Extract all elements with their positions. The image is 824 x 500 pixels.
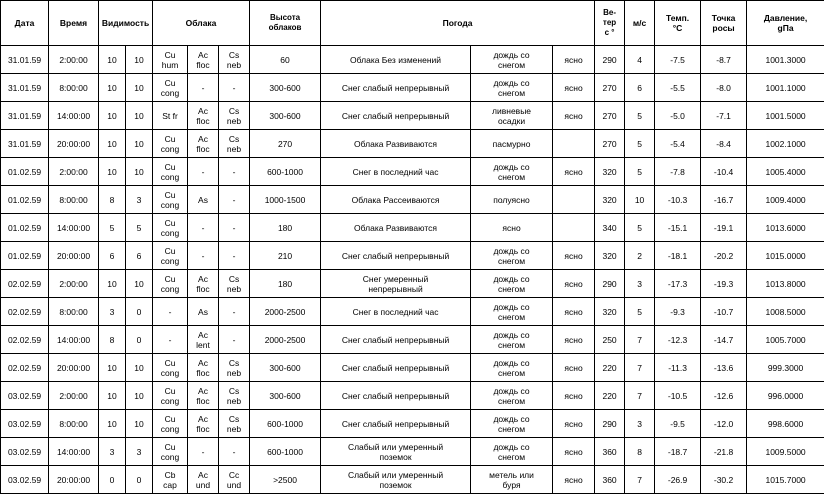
- cell-weather-past: пасмурно: [471, 130, 553, 158]
- cell-wind-speed: 5: [625, 298, 655, 326]
- cell-cloud-height: 270: [250, 130, 321, 158]
- table-row: [1, 466, 824, 494]
- cell-cloud-low: Cu cong: [153, 130, 188, 158]
- cell-wind-direction: 220: [595, 354, 625, 382]
- cell-cloud-high: -: [219, 438, 250, 466]
- cell-wind-direction: 360: [595, 438, 625, 466]
- cell-dew-point: -8.0: [701, 74, 747, 102]
- cell-weather-present: Снег слабый непрерывный: [321, 354, 471, 382]
- cell-weather-sky: ясно: [553, 438, 595, 466]
- cell-cloud-high: -: [219, 214, 250, 242]
- cell-cloud-height: 300-600: [250, 102, 321, 130]
- header-weather: Погода: [321, 1, 595, 46]
- cell-weather-sky: ясно: [553, 158, 595, 186]
- table-row: [1, 242, 824, 270]
- cell-dew-point: -8.7: [701, 46, 747, 74]
- cell-visibility-1: 10: [99, 102, 126, 130]
- cell-wind-speed: 3: [625, 410, 655, 438]
- cell-time: 8:00:00: [49, 74, 99, 102]
- cell-cloud-height: 600-1000: [250, 438, 321, 466]
- table-row: [1, 46, 824, 74]
- cell-weather-past: дождь со снегом: [471, 326, 553, 354]
- cell-weather-sky: ясно: [553, 46, 595, 74]
- cell-cloud-high: Cs neb: [219, 270, 250, 298]
- cell-time: 14:00:00: [49, 326, 99, 354]
- cell-cloud-mid: Ac und: [188, 466, 219, 494]
- header-visibility: Видимость: [99, 1, 153, 46]
- cell-cloud-low: Cb cap: [153, 466, 188, 494]
- cell-date: 03.02.59: [1, 410, 49, 438]
- cell-cloud-low: Cu cong: [153, 214, 188, 242]
- cell-visibility-2: 0: [126, 326, 153, 354]
- cell-temperature: -10.3: [655, 186, 701, 214]
- cell-date: 01.02.59: [1, 214, 49, 242]
- cell-dew-point: -19.3: [701, 270, 747, 298]
- cell-visibility-2: 10: [126, 102, 153, 130]
- cell-visibility-2: 5: [126, 214, 153, 242]
- cell-cloud-height: 210: [250, 242, 321, 270]
- cell-dew-point: -8.4: [701, 130, 747, 158]
- cell-cloud-mid: -: [188, 158, 219, 186]
- cell-temperature: -7.5: [655, 46, 701, 74]
- cell-wind-direction: 320: [595, 186, 625, 214]
- cell-cloud-high: -: [219, 298, 250, 326]
- cell-cloud-high: Cc und: [219, 466, 250, 494]
- cell-wind-direction: 270: [595, 74, 625, 102]
- cell-wind-direction: 250: [595, 326, 625, 354]
- cell-dew-point: -14.7: [701, 326, 747, 354]
- cell-cloud-high: -: [219, 158, 250, 186]
- header-cloud-height: Высота облаков: [250, 1, 321, 46]
- cell-pressure: 1008.5000: [747, 298, 824, 326]
- cell-dew-point: -12.6: [701, 382, 747, 410]
- cell-date: 03.02.59: [1, 466, 49, 494]
- cell-visibility-1: 6: [99, 242, 126, 270]
- cell-wind-speed: 7: [625, 326, 655, 354]
- cell-wind-speed: 7: [625, 466, 655, 494]
- cell-dew-point: -7.1: [701, 102, 747, 130]
- cell-weather-sky: ясно: [553, 410, 595, 438]
- cell-weather-past: дождь со снегом: [471, 354, 553, 382]
- cell-visibility-2: 10: [126, 74, 153, 102]
- cell-time: 2:00:00: [49, 158, 99, 186]
- cell-wind-speed: 6: [625, 74, 655, 102]
- cell-visibility-2: 10: [126, 158, 153, 186]
- cell-visibility-2: 10: [126, 270, 153, 298]
- cell-visibility-2: 10: [126, 382, 153, 410]
- cell-weather-past: метель или буря: [471, 466, 553, 494]
- cell-weather-present: Облака Развиваются: [321, 130, 471, 158]
- cell-weather-present: Облака Развиваются: [321, 214, 471, 242]
- cell-time: 20:00:00: [49, 354, 99, 382]
- cell-cloud-mid: Ac floc: [188, 102, 219, 130]
- cell-weather-past: дождь со снегом: [471, 158, 553, 186]
- cell-wind-direction: 360: [595, 466, 625, 494]
- cell-temperature: -11.3: [655, 354, 701, 382]
- header-pressure: Давление, gПа: [747, 1, 824, 46]
- cell-weather-sky: ясно: [553, 466, 595, 494]
- cell-weather-present: Снег слабый непрерывный: [321, 242, 471, 270]
- cell-pressure: 998.6000: [747, 410, 824, 438]
- table-body: [1, 46, 824, 494]
- cell-dew-point: -10.4: [701, 158, 747, 186]
- cell-cloud-mid: -: [188, 74, 219, 102]
- cell-visibility-1: 10: [99, 382, 126, 410]
- cell-temperature: -7.8: [655, 158, 701, 186]
- cell-weather-sky: [553, 186, 595, 214]
- cell-cloud-high: Cs neb: [219, 102, 250, 130]
- cell-time: 14:00:00: [49, 214, 99, 242]
- cell-weather-present: Слабый или умеренный поземок: [321, 466, 471, 494]
- cell-cloud-height: >2500: [250, 466, 321, 494]
- cell-visibility-1: 10: [99, 74, 126, 102]
- cell-cloud-mid: Ac lent: [188, 326, 219, 354]
- cell-time: 8:00:00: [49, 410, 99, 438]
- cell-date: 01.02.59: [1, 242, 49, 270]
- cell-pressure: 996.0000: [747, 382, 824, 410]
- cell-dew-point: -30.2: [701, 466, 747, 494]
- cell-cloud-mid: As: [188, 298, 219, 326]
- cell-date: 02.02.59: [1, 270, 49, 298]
- cell-time: 8:00:00: [49, 298, 99, 326]
- header-wind-speed: м/с: [625, 1, 655, 46]
- cell-wind-direction: 290: [595, 270, 625, 298]
- header-wind-direction: Ве- тер с °: [595, 1, 625, 46]
- cell-time: 20:00:00: [49, 466, 99, 494]
- cell-time: 20:00:00: [49, 242, 99, 270]
- cell-weather-past: дождь со снегом: [471, 46, 553, 74]
- cell-cloud-high: Cs neb: [219, 410, 250, 438]
- cell-cloud-height: 600-1000: [250, 410, 321, 438]
- cell-cloud-mid: Ac floc: [188, 354, 219, 382]
- cell-time: 2:00:00: [49, 382, 99, 410]
- cell-wind-direction: 270: [595, 102, 625, 130]
- cell-cloud-high: -: [219, 74, 250, 102]
- cell-cloud-mid: -: [188, 438, 219, 466]
- cell-time: 20:00:00: [49, 130, 99, 158]
- cell-cloud-mid: As: [188, 186, 219, 214]
- cell-visibility-2: 10: [126, 130, 153, 158]
- cell-cloud-low: Cu cong: [153, 438, 188, 466]
- cell-cloud-high: -: [219, 326, 250, 354]
- cell-wind-direction: 290: [595, 410, 625, 438]
- cell-wind-speed: 4: [625, 46, 655, 74]
- cell-date: 03.02.59: [1, 438, 49, 466]
- cell-time: 2:00:00: [49, 270, 99, 298]
- cell-cloud-low: Cu cong: [153, 270, 188, 298]
- cell-visibility-1: 3: [99, 298, 126, 326]
- cell-wind-direction: 220: [595, 382, 625, 410]
- cell-visibility-1: 10: [99, 158, 126, 186]
- cell-weather-sky: ясно: [553, 326, 595, 354]
- cell-visibility-1: 0: [99, 466, 126, 494]
- cell-cloud-mid: Ac floc: [188, 46, 219, 74]
- cell-pressure: 1005.7000: [747, 326, 824, 354]
- cell-weather-present: Снег в последний час: [321, 298, 471, 326]
- table-row: [1, 186, 824, 214]
- cell-weather-sky: ясно: [553, 74, 595, 102]
- cell-cloud-height: 60: [250, 46, 321, 74]
- cell-wind-speed: 2: [625, 242, 655, 270]
- cell-dew-point: -19.1: [701, 214, 747, 242]
- cell-wind-direction: 320: [595, 242, 625, 270]
- cell-weather-present: Снег в последний час: [321, 158, 471, 186]
- cell-wind-direction: 340: [595, 214, 625, 242]
- cell-cloud-height: 300-600: [250, 382, 321, 410]
- cell-weather-present: Снег слабый непрерывный: [321, 410, 471, 438]
- cell-weather-past: дождь со снегом: [471, 270, 553, 298]
- table-row: [1, 410, 824, 438]
- cell-cloud-low: -: [153, 326, 188, 354]
- cell-date: 31.01.59: [1, 102, 49, 130]
- cell-cloud-mid: Ac floc: [188, 410, 219, 438]
- cell-pressure: 1005.4000: [747, 158, 824, 186]
- cell-wind-speed: 7: [625, 354, 655, 382]
- cell-wind-speed: 5: [625, 214, 655, 242]
- cell-visibility-1: 10: [99, 410, 126, 438]
- cell-temperature: -5.0: [655, 102, 701, 130]
- cell-cloud-low: Cu cong: [153, 382, 188, 410]
- cell-visibility-2: 3: [126, 438, 153, 466]
- table-row: [1, 214, 824, 242]
- table-row: [1, 354, 824, 382]
- header-time: Время: [49, 1, 99, 46]
- cell-weather-present: Облака Без изменений: [321, 46, 471, 74]
- cell-dew-point: -10.7: [701, 298, 747, 326]
- cell-cloud-mid: -: [188, 242, 219, 270]
- cell-cloud-low: Cu hum: [153, 46, 188, 74]
- table-row: [1, 74, 824, 102]
- cell-cloud-height: 180: [250, 270, 321, 298]
- header-clouds: Облака: [153, 1, 250, 46]
- cell-cloud-low: Cu cong: [153, 158, 188, 186]
- cell-pressure: 1009.5000: [747, 438, 824, 466]
- cell-weather-past: ясно: [471, 214, 553, 242]
- cell-wind-speed: 8: [625, 438, 655, 466]
- cell-weather-past: дождь со снегом: [471, 74, 553, 102]
- cell-pressure: 1013.8000: [747, 270, 824, 298]
- cell-visibility-2: 6: [126, 242, 153, 270]
- table-row: [1, 102, 824, 130]
- cell-cloud-high: -: [219, 242, 250, 270]
- cell-date: 31.01.59: [1, 74, 49, 102]
- cell-wind-direction: 290: [595, 46, 625, 74]
- cell-cloud-low: Cu cong: [153, 186, 188, 214]
- cell-visibility-1: 8: [99, 326, 126, 354]
- cell-dew-point: -13.6: [701, 354, 747, 382]
- table-row: [1, 130, 824, 158]
- cell-weather-sky: ясно: [553, 354, 595, 382]
- cell-pressure: 1002.1000: [747, 130, 824, 158]
- cell-date: 01.02.59: [1, 158, 49, 186]
- cell-temperature: -5.5: [655, 74, 701, 102]
- cell-wind-direction: 320: [595, 298, 625, 326]
- table-row: [1, 438, 824, 466]
- cell-pressure: 1001.3000: [747, 46, 824, 74]
- cell-cloud-low: Cu cong: [153, 354, 188, 382]
- cell-temperature: -17.3: [655, 270, 701, 298]
- cell-cloud-mid: Ac floc: [188, 270, 219, 298]
- cell-weather-sky: ясно: [553, 270, 595, 298]
- cell-cloud-height: 300-600: [250, 74, 321, 102]
- cell-cloud-high: Cs neb: [219, 130, 250, 158]
- cell-weather-past: дождь со снегом: [471, 438, 553, 466]
- table-row: [1, 298, 824, 326]
- table-row: [1, 270, 824, 298]
- cell-time: 14:00:00: [49, 102, 99, 130]
- cell-temperature: -5.4: [655, 130, 701, 158]
- cell-date: 02.02.59: [1, 326, 49, 354]
- cell-cloud-height: 600-1000: [250, 158, 321, 186]
- cell-weather-present: Снег слабый непрерывный: [321, 102, 471, 130]
- cell-cloud-mid: Ac floc: [188, 130, 219, 158]
- table-row: [1, 326, 824, 354]
- cell-pressure: 1009.4000: [747, 186, 824, 214]
- cell-weather-past: дождь со снегом: [471, 242, 553, 270]
- cell-visibility-1: 8: [99, 186, 126, 214]
- cell-cloud-height: 1000-1500: [250, 186, 321, 214]
- cell-date: 01.02.59: [1, 186, 49, 214]
- cell-cloud-height: 2000-2500: [250, 326, 321, 354]
- cell-temperature: -15.1: [655, 214, 701, 242]
- cell-cloud-low: Cu cong: [153, 410, 188, 438]
- cell-wind-speed: 5: [625, 158, 655, 186]
- cell-visibility-1: 10: [99, 130, 126, 158]
- cell-temperature: -9.5: [655, 410, 701, 438]
- cell-visibility-2: 0: [126, 298, 153, 326]
- cell-date: 03.02.59: [1, 382, 49, 410]
- cell-cloud-mid: -: [188, 214, 219, 242]
- cell-weather-past: дождь со снегом: [471, 298, 553, 326]
- cell-weather-past: дождь со снегом: [471, 382, 553, 410]
- cell-temperature: -26.9: [655, 466, 701, 494]
- cell-dew-point: -20.2: [701, 242, 747, 270]
- cell-weather-present: Облака Рассеиваются: [321, 186, 471, 214]
- cell-dew-point: -12.0: [701, 410, 747, 438]
- cell-cloud-high: Cs neb: [219, 354, 250, 382]
- cell-cloud-high: -: [219, 186, 250, 214]
- cell-visibility-1: 3: [99, 438, 126, 466]
- cell-pressure: 1001.1000: [747, 74, 824, 102]
- cell-date: 31.01.59: [1, 46, 49, 74]
- cell-visibility-1: 10: [99, 46, 126, 74]
- cell-pressure: 1015.7000: [747, 466, 824, 494]
- cell-cloud-high: Cs neb: [219, 382, 250, 410]
- cell-temperature: -12.3: [655, 326, 701, 354]
- cell-wind-speed: 5: [625, 130, 655, 158]
- cell-dew-point: -16.7: [701, 186, 747, 214]
- table-row: [1, 382, 824, 410]
- cell-temperature: -18.7: [655, 438, 701, 466]
- cell-wind-speed: 3: [625, 270, 655, 298]
- cell-date: 02.02.59: [1, 354, 49, 382]
- cell-time: 8:00:00: [49, 186, 99, 214]
- cell-weather-past: полуясно: [471, 186, 553, 214]
- cell-temperature: -10.5: [655, 382, 701, 410]
- cell-weather-sky: ясно: [553, 298, 595, 326]
- cell-wind-direction: 320: [595, 158, 625, 186]
- cell-weather-present: Снег слабый непрерывный: [321, 326, 471, 354]
- cell-visibility-1: 10: [99, 354, 126, 382]
- header-date: Дата: [1, 1, 49, 46]
- cell-weather-sky: ясно: [553, 382, 595, 410]
- cell-weather-sky: ясно: [553, 102, 595, 130]
- cell-weather-present: Снег слабый непрерывный: [321, 382, 471, 410]
- header-row: [1, 1, 824, 46]
- cell-time: 2:00:00: [49, 46, 99, 74]
- cell-weather-sky: [553, 214, 595, 242]
- cell-pressure: 1001.5000: [747, 102, 824, 130]
- cell-cloud-height: 2000-2500: [250, 298, 321, 326]
- cell-dew-point: -21.8: [701, 438, 747, 466]
- cell-weather-past: дождь со снегом: [471, 410, 553, 438]
- cell-weather-sky: [553, 130, 595, 158]
- cell-wind-speed: 7: [625, 382, 655, 410]
- cell-temperature: -18.1: [655, 242, 701, 270]
- cell-date: 31.01.59: [1, 130, 49, 158]
- cell-wind-direction: 270: [595, 130, 625, 158]
- cell-weather-present: Слабый или умеренный поземок: [321, 438, 471, 466]
- cell-pressure: 1015.0000: [747, 242, 824, 270]
- cell-cloud-low: Cu cong: [153, 74, 188, 102]
- cell-cloud-low: St fr: [153, 102, 188, 130]
- cell-visibility-1: 5: [99, 214, 126, 242]
- cell-cloud-height: 300-600: [250, 354, 321, 382]
- cell-cloud-low: -: [153, 298, 188, 326]
- cell-cloud-mid: Ac floc: [188, 382, 219, 410]
- cell-visibility-2: 10: [126, 410, 153, 438]
- cell-visibility-2: 10: [126, 46, 153, 74]
- cell-date: 02.02.59: [1, 298, 49, 326]
- cell-time: 14:00:00: [49, 438, 99, 466]
- cell-weather-present: Снег умеренный непрерывный: [321, 270, 471, 298]
- header-dew-point: Точка росы: [701, 1, 747, 46]
- cell-visibility-2: 10: [126, 354, 153, 382]
- cell-temperature: -9.3: [655, 298, 701, 326]
- cell-cloud-height: 180: [250, 214, 321, 242]
- cell-pressure: 1013.6000: [747, 214, 824, 242]
- cell-weather-past: ливневые осадки: [471, 102, 553, 130]
- cell-wind-speed: 5: [625, 102, 655, 130]
- cell-wind-speed: 10: [625, 186, 655, 214]
- cell-visibility-1: 10: [99, 270, 126, 298]
- cell-cloud-low: Cu cong: [153, 242, 188, 270]
- cell-cloud-high: Cs neb: [219, 46, 250, 74]
- table-row: [1, 158, 824, 186]
- cell-weather-present: Снег слабый непрерывный: [321, 74, 471, 102]
- cell-visibility-2: 0: [126, 466, 153, 494]
- header-temperature: Темп. °C: [655, 1, 701, 46]
- cell-weather-sky: ясно: [553, 242, 595, 270]
- cell-visibility-2: 3: [126, 186, 153, 214]
- cell-pressure: 999.3000: [747, 354, 824, 382]
